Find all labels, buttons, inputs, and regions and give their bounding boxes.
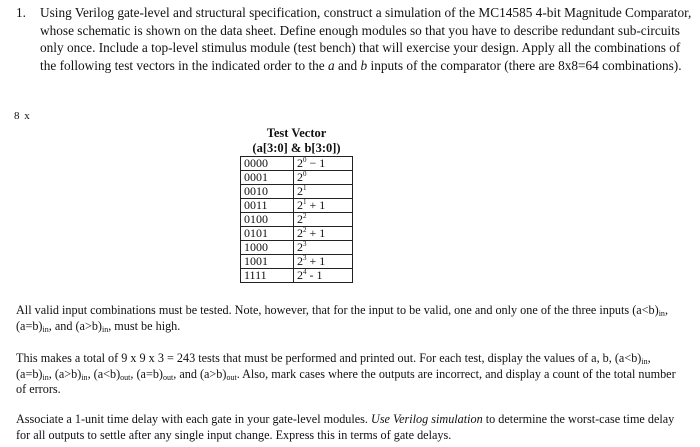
test-vector-table [240, 126, 353, 283]
emphasis-verilog-simulation: Use Verilog simulation [371, 412, 483, 426]
cell-b-vector: $2^3$ [294, 241, 353, 255]
table-body [241, 157, 353, 283]
cell-a-vector: 1000 [241, 241, 294, 255]
table-header-title: Test Vector [266, 126, 327, 140]
handwritten-note: 8 x [14, 110, 31, 122]
question-number: 1. [16, 5, 26, 20]
table-row [241, 269, 353, 283]
table-row [241, 171, 353, 185]
cell-a-vector: 0100 [241, 213, 294, 227]
var-a: a [328, 57, 335, 73]
cell-a-vector: 0000 [241, 157, 294, 171]
paragraph-test-count: This makes a total of 9 x 9 x 3 = 243 tests that must be performed and printed out. For each test, display the values of a, b, $(a<b)_{in}$, $(a=b)_{in}$, $(a>b)_{in}$, $(a<b)_{out}$, $(a=b)_{out}$, and $(a>b)_{out}$. Also, mark cases where the outputs are incorrect, and display a count of the total number of errors. [16, 351, 676, 396]
cell-a-vector: 1001 [241, 255, 294, 269]
cell-a-vector: 0010 [241, 185, 294, 199]
paragraph-valid-inputs: All valid input combinations must be tested. Note, however, that for the input to be valid, one and only one of the three inputs $(a<b)_{in}$, $(a=b)_{in}$, and $(a>b)_{in}$, must be high. [16, 303, 668, 334]
table-row [241, 255, 353, 269]
cell-b-vector: $2^3 + 1$ [294, 255, 353, 269]
table-header-subtitle: (a[3:0] & b[3:0]) [252, 141, 341, 155]
question-text: Using Verilog gate-level and structural specification, construct a simulation of the MC14585 4-bit Magnitude Comparator, whose schematic is shown on the data sheet. Define enough modules so that you have to describe redundant sub-circuits only once. Include a top-level stimulus module (test bench) that will exercise your design. Apply all the combinations of the following test vectors in the indicated order to the a and b inputs of the comparator (there are 8x8=64 combinations). [40, 5, 692, 73]
table-row [241, 241, 353, 255]
table-row [241, 185, 353, 199]
cell-b-vector: $2^4 - 1$ [294, 269, 353, 283]
question-1 [16, 4, 694, 74]
cell-b-vector: $2^1 + 1$ [294, 199, 353, 213]
table-row [241, 213, 353, 227]
paragraph-time-delay: Associate a 1-unit time delay with each gate in your gate-level modules. Use Verilog simulation to determine the worst-case time delay for all outputs to settle after any single input change. Express this in terms of gate delays. [16, 412, 675, 442]
cell-b-vector: $2^0$ [294, 171, 353, 185]
table-row [241, 199, 353, 213]
var-b: b [360, 57, 368, 73]
cell-a-vector: 0001 [241, 171, 294, 185]
cell-a-vector: 0101 [241, 227, 294, 241]
cell-b-vector: $2^2$ [294, 213, 353, 227]
cell-a-vector: 0011 [241, 199, 294, 213]
cell-b-vector: $2^2 + 1$ [294, 227, 353, 241]
cell-a-vector: 1111 [241, 269, 294, 283]
cell-b-vector: $2^1$ [294, 185, 353, 199]
table-row [241, 157, 353, 171]
cell-b-vector: $2^0 - 1$ [294, 157, 353, 171]
table-row [241, 227, 353, 241]
